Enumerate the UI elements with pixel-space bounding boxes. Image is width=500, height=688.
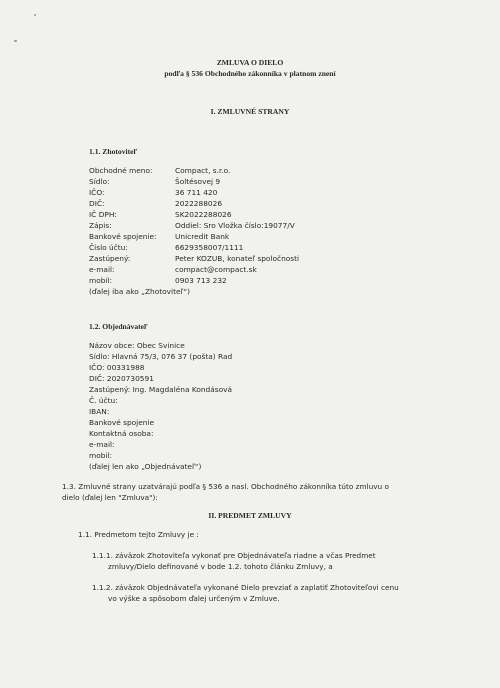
row-label: Zápis: — [89, 221, 112, 230]
client-line: Názov obce: Obec Svinice — [89, 341, 185, 350]
row-value: compact@compact.sk — [175, 265, 257, 274]
subject-intro: 1.1. Predmetom tejto Zmluvy je : — [78, 530, 199, 539]
scan-speck — [14, 40, 17, 42]
row-label: DIČ: — [89, 199, 105, 208]
row-label: Obchodné meno: — [89, 166, 153, 175]
row-label: Bankové spojenie: — [89, 232, 157, 241]
row-value: Oddiel: Sro Vložka číslo:19077/V — [175, 221, 295, 230]
item-1-1-2-line1: 1.1.2. záväzok Objednávateľa vykonané Dielo prevziať a zaplatiť Zhotoviteľovi cenu — [92, 583, 399, 592]
row-value: 6629358007/1111 — [175, 243, 244, 252]
row-label: Číslo účtu: — [89, 243, 128, 252]
row-value: Compact, s.r.o. — [175, 166, 231, 175]
row-value: 36 711 420 — [175, 188, 218, 197]
client-line: Bankové spojenie — [89, 418, 155, 427]
item-1-1-2-line2: vo výške a spôsobom ďalej určeným v Zmluve. — [108, 594, 280, 603]
client-line: Zastúpený: Ing. Magdaléna Kondásová — [89, 385, 233, 394]
clause-1-3-line1: 1.3. Zmluvné strany uzatvárajú podľa § 536 a nasl. Obchodného zákonníka túto zmluvu o — [62, 482, 389, 491]
row-label: Zastúpený: — [89, 254, 131, 263]
row-value: Unicredit Bank — [175, 232, 230, 241]
row-value: SK2022288026 — [175, 210, 232, 219]
contract-subtitle: podľa § 536 Obchodného zákonníka v platnom znení — [164, 69, 336, 78]
section-1-heading: I. ZMLUVNÉ STRANY — [210, 107, 290, 116]
item-1-1-1-line1: 1.1.1. záväzok Zhotoviteľa vykonať pre Objednávateľa riadne a včas Predmet — [92, 551, 376, 560]
client-line: DIČ: 2020730591 — [89, 374, 154, 383]
client-line: IČO: 00331988 — [89, 363, 145, 372]
client-alias: (ďalej len ako „Objednávateľ“) — [89, 462, 202, 471]
item-1-1-1-line2: zmluvy/Dielo definované v bode 1.2. tohoto článku Zmluvy, a — [108, 562, 333, 571]
client-line: Sídlo: Hlavná 75/3, 076 37 (pošta) Rad — [89, 352, 233, 361]
scan-speck — [34, 14, 36, 16]
contract-title: ZMLUVA O DIELO — [216, 58, 284, 67]
row-label: IČO: — [89, 188, 105, 197]
client-line: e-mail: — [89, 440, 115, 449]
row-label: mobil: — [89, 276, 113, 285]
alias-text: (ďalej iba ako „Zhotoviteľ“) — [89, 287, 191, 296]
client-line: IBAN: — [89, 407, 110, 416]
row-label: Sídlo: — [89, 177, 110, 186]
client-line: mobil: — [89, 451, 113, 460]
row-value: Šoltésovej 9 — [175, 177, 221, 186]
row-value: Peter KOZUB, konateľ spoločnosti — [175, 254, 300, 263]
clause-1-3-line2: dielo (ďalej len "Zmluva"): — [62, 493, 158, 502]
row-label: IČ DPH: — [89, 210, 117, 219]
client-heading: 1.2. Objednávateľ — [89, 322, 148, 331]
row-label: e-mail: — [89, 265, 115, 274]
client-line: Kontaktná osoba: — [89, 429, 154, 438]
row-value: 0903 713 232 — [175, 276, 227, 285]
contractor-heading: 1.1. Zhotoviteľ — [89, 147, 138, 156]
section-2-heading: II. PREDMET ZMLUVY — [208, 511, 292, 520]
row-value: 2022288026 — [175, 199, 223, 208]
client-line: Č. účtu: — [89, 396, 118, 405]
